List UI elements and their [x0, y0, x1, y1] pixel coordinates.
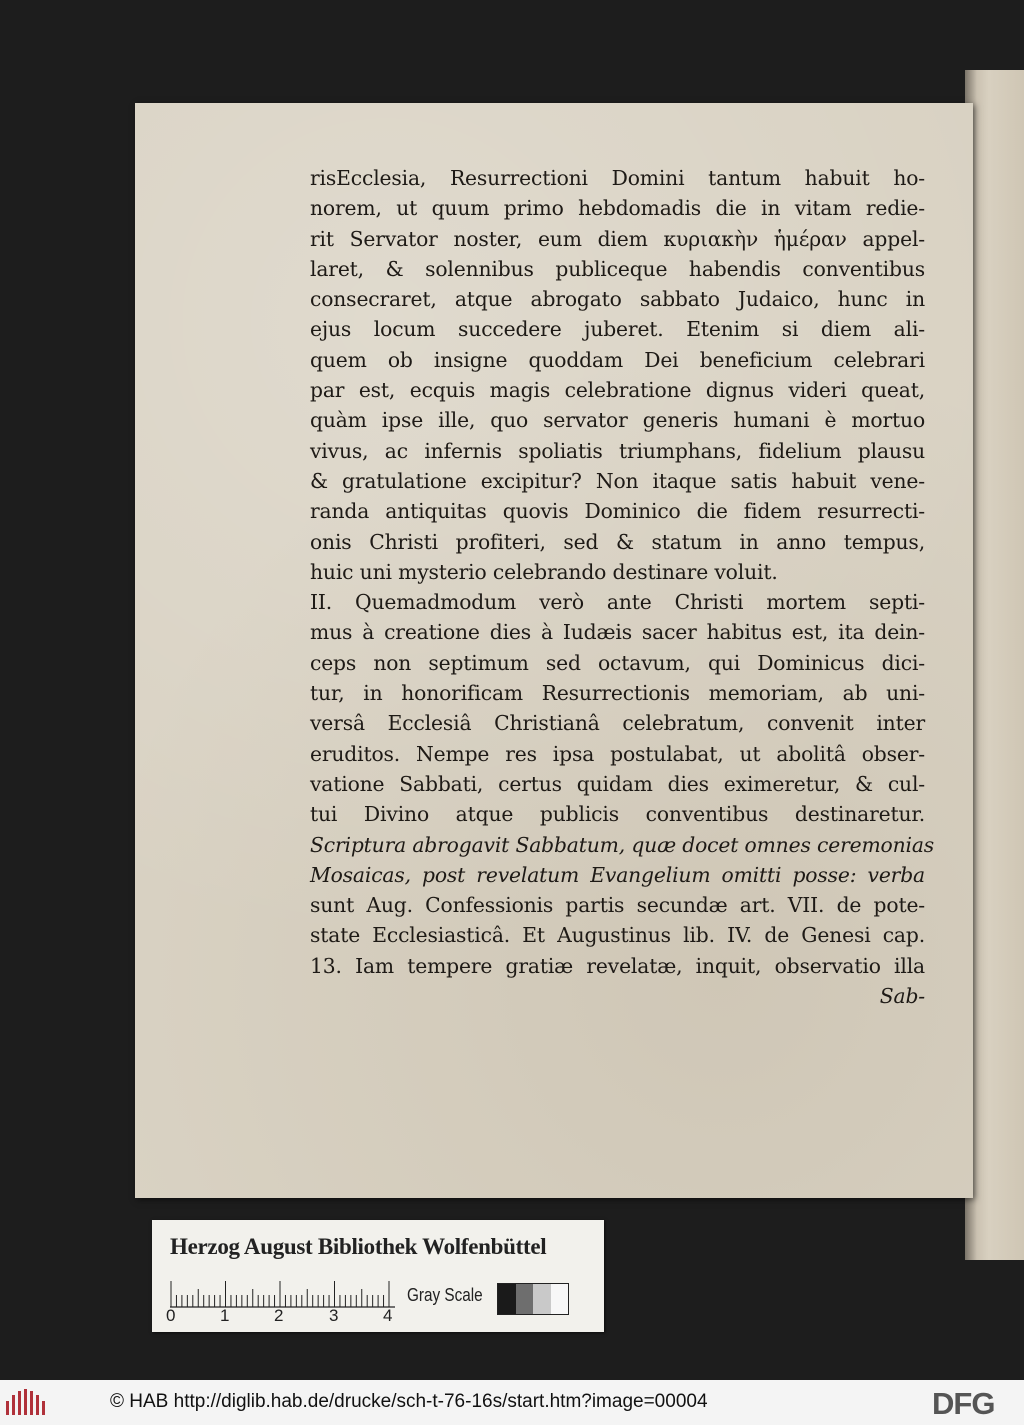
logo-bar [18, 1391, 21, 1415]
text-line: norem, ut quum primo hebdomadis die in vitam redie- [310, 196, 925, 221]
ruler-label: 1 [220, 1306, 230, 1325]
text-line: tui Divino atque publicis conventibus destinaretur. [310, 802, 925, 827]
catchword: Sab- [879, 984, 925, 1009]
swatch-light-gray [533, 1284, 551, 1314]
footer-bar [0, 1380, 1024, 1425]
text-line: state Ecclesiasticâ. Et Augustinus lib. IV. de Genesi cap. [310, 923, 925, 948]
text-line: consecraret, atque abrogato sabbato Judaico, hunc in [310, 287, 925, 312]
text-line: vivus, ac infernis spoliatis triumphans, fidelium plausu [310, 438, 925, 463]
ruler-labels [166, 1306, 406, 1326]
ruler-label: 2 [274, 1306, 284, 1325]
logo-bar [24, 1389, 27, 1415]
text-line-italic: Scriptura abrogavit Sabbatum, quæ docet omnes ceremonias [310, 832, 935, 857]
text-line: vatione Sabbati, certus quidam dies eximeretur, & cul- [310, 771, 925, 796]
book-page [135, 103, 973, 1198]
logo-bar [30, 1391, 33, 1415]
text-line: 13. Iam tempere gratiæ revelatæ, inquit, observatio illa [310, 953, 925, 978]
text-line: II. Quemadmodum verò ante Christi mortem septi- [310, 590, 925, 615]
text-line: ceps non septimum sed octavum, qui Dominicus dici- [310, 650, 925, 675]
text-line: tur, in honorificam Resurrectionis memoriam, ab uni- [310, 681, 925, 706]
swatch-dark-gray [516, 1284, 534, 1314]
dfg-logo: DFG [932, 1386, 995, 1421]
logo-bar [42, 1401, 45, 1415]
text-line: laret, & solennibus publiceque habendis conventibus [310, 256, 925, 281]
text-line: randa antiquitas quovis Dominico die fidem resurrecti- [310, 499, 925, 524]
text-line: ejus locum succedere juberet. Etenim si diem ali- [310, 317, 925, 342]
ruler-label: 3 [329, 1306, 339, 1325]
library-color-card [152, 1220, 604, 1332]
hab-logo-icon [4, 1389, 48, 1415]
library-name: Herzog August Bibliothek Wolfenbüttel [170, 1234, 547, 1259]
footer-credit-link[interactable]: © HAB http://diglib.hab.de/drucke/sch-t-76-16s/start.htm?image=00004 [110, 1391, 708, 1412]
text-line: & gratulatione excipitur? Non itaque satis habuit vene- [310, 468, 925, 493]
swatch-white [551, 1284, 569, 1314]
text-line: huic uni mysterio celebrando destinare voluit. [310, 559, 778, 584]
gray-scale-swatches [497, 1283, 569, 1315]
ruler-label: 4 [383, 1306, 393, 1325]
text-line: risEcclesia, Resurrectioni Domini tantum habuit ho- [310, 166, 925, 190]
ruler-label: 0 [166, 1306, 176, 1325]
text-line: eruditos. Nempe res ipsa postulabat, ut abolitâ obser- [310, 741, 925, 766]
logo-bar [6, 1401, 9, 1415]
gray-scale-label: Gray Scale [407, 1285, 483, 1305]
text-line: rit Servator noster, eum diem κυριακὴν ἡμέραν appel- [310, 226, 925, 251]
text-line: par est, ecquis magis celebratione dignus videri queat, [310, 378, 925, 403]
text-line-italic: Mosaicas, post revelatum Evangelium omitti posse: verba [310, 862, 925, 887]
text-line: versâ Ecclesiâ Christianâ celebratum, convenit inter [310, 711, 925, 736]
logo-bar [36, 1395, 39, 1415]
text-line: quem ob insigne quoddam Dei beneficium celebrari [310, 347, 925, 372]
page-text [310, 163, 935, 1011]
logo-bar [12, 1395, 15, 1415]
text-line: quàm ipse ille, quo servator generis humani è mortuo [310, 408, 925, 433]
text-line: sunt Aug. Confessionis partis secundæ art. VII. de pote- [310, 893, 925, 918]
text-line: onis Christi profiteri, sed & statum in anno tempus, [310, 529, 925, 554]
text-line: mus à creatione dies à Iudæis sacer habitus est, ita dein- [310, 620, 925, 645]
scale-ruler [170, 1280, 395, 1308]
swatch-black [498, 1284, 516, 1314]
